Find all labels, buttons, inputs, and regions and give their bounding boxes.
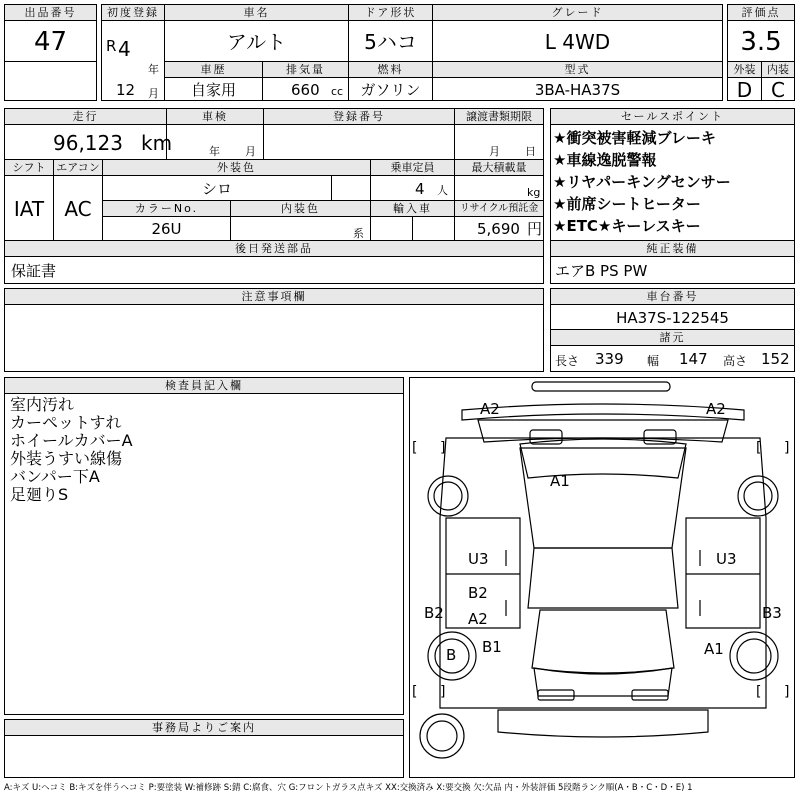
- history-header: 車歴: [164, 61, 263, 78]
- capacity-unit: 人: [437, 184, 448, 197]
- score-value: 3.5: [727, 20, 795, 62]
- year-value: 4: [118, 37, 131, 61]
- standard-equip-header: 純正装備: [550, 240, 795, 257]
- year-suffix: 年: [148, 63, 159, 76]
- mileage-value: 96,123: [53, 131, 123, 155]
- displacement-header: 排気量: [262, 61, 349, 78]
- lot-no-header: 出品番号: [4, 4, 97, 21]
- lot-no-blank: [4, 61, 97, 101]
- damage-mark: U3: [468, 550, 489, 568]
- car-name-value: アルト: [164, 20, 349, 62]
- era-value: R: [106, 37, 117, 55]
- shift-header: シフト: [4, 159, 54, 176]
- recycle-header: リサイクル預託金: [454, 200, 544, 217]
- caution-header: 注意事項欄: [4, 288, 544, 305]
- inspector-note: カーペットすれ: [10, 413, 122, 432]
- displacement-cell: [262, 77, 349, 101]
- int-color-suffix: 系: [353, 227, 364, 240]
- color-no-header: カラーNo.: [102, 200, 231, 217]
- aircon-value: AC: [53, 175, 103, 241]
- capacity-value: 4: [415, 180, 425, 198]
- damage-mark: A1: [704, 640, 724, 658]
- diagram-bracket-left-top: [: [412, 440, 418, 456]
- recycle-cell: [454, 216, 544, 241]
- office-box: [4, 735, 404, 778]
- caution-box: [4, 304, 544, 372]
- import-value-b: [412, 216, 455, 241]
- later-parts-value: 保証書: [4, 256, 544, 284]
- damage-mark: B1: [482, 638, 502, 656]
- door-value: 5ハコ: [348, 20, 433, 62]
- load-unit: kg: [527, 186, 541, 199]
- damage-mark: B: [446, 646, 457, 664]
- later-parts-header: 後日発送部品: [4, 240, 544, 257]
- exterior-grade-value: D: [727, 77, 762, 101]
- sales-points-box: [550, 124, 795, 241]
- legend-footer: A:キズ U:ヘコミ B:キズを伴うヘコミ P:要塗装 W:補修跡 S:錆 C:腐食、穴 G:フロントガラス点キズ XX:交換済み X:要交換 欠:欠品 内・外装評価 5段階ランク順(A・B・C・D・E) 1: [4, 783, 693, 793]
- int-color-cell: [230, 216, 371, 241]
- diagram-bracket-left-bot-close: ]: [440, 684, 446, 700]
- specs-header: 諸元: [550, 329, 795, 346]
- reg-no-value: [263, 124, 455, 160]
- interior-grade-header: 内装: [761, 61, 795, 78]
- color-no-value: 26U: [102, 216, 231, 241]
- diagram-bracket-right-top-close: ]: [784, 440, 790, 456]
- import-value-a: [370, 216, 413, 241]
- width-label: 幅: [647, 354, 660, 368]
- diagram-bracket-left-bot: [: [412, 684, 418, 700]
- first-reg-cell: [101, 20, 165, 101]
- chassis-header: 車台番号: [550, 288, 795, 305]
- displacement-unit: cc: [331, 85, 344, 98]
- displacement-value: 660: [291, 81, 320, 99]
- sales-point-item: ★車線逸脱警報: [553, 151, 657, 169]
- inspection-header: 車検: [166, 108, 264, 125]
- ext-color-extra: [331, 175, 371, 201]
- damage-mark: A1: [550, 472, 570, 490]
- ext-color-value: シロ: [102, 175, 332, 201]
- shift-value: IAT: [4, 175, 54, 241]
- model-value: 3BA-HA37S: [432, 77, 723, 101]
- length-value: 339: [595, 350, 624, 368]
- lot-no-value: 47: [4, 20, 97, 62]
- interior-grade-value: C: [761, 77, 795, 101]
- transfer-docs-header: 譲渡書類期限: [454, 108, 544, 125]
- inspector-note: ホイールカバーA: [10, 431, 133, 450]
- diagram-bracket-right-bot-close: ]: [784, 684, 790, 700]
- diagram-bracket-left-top-close: ]: [440, 440, 446, 456]
- width-value: 147: [679, 350, 708, 368]
- docs-month-suffix: 月: [489, 145, 500, 158]
- import-header: 輸入車: [370, 200, 455, 217]
- inspector-note: 足廻りS: [10, 485, 69, 504]
- mileage-cell: [4, 124, 173, 160]
- score-header: 評価点: [727, 4, 795, 21]
- diagram-bracket-right-top: [: [756, 440, 762, 456]
- car-outline-svg: [410, 378, 796, 779]
- specs-cell: [550, 345, 795, 372]
- grade-header: グレード: [432, 4, 723, 21]
- exterior-grade-header: 外装: [727, 61, 762, 78]
- car-name-header: 車名: [164, 4, 349, 21]
- office-header: 事務局よりご案内: [4, 719, 404, 736]
- inspection-cell: [166, 124, 264, 160]
- damage-mark: U3: [716, 550, 737, 568]
- damage-diagram: [409, 377, 795, 778]
- month-suffix: 月: [148, 87, 159, 100]
- sales-point-item: ★衝突被害軽減ブレーキ: [553, 129, 716, 147]
- damage-mark: B2: [468, 584, 488, 602]
- sales-point-item: ★リヤパーキングセンサー: [553, 173, 731, 191]
- insp-year-suffix: 年: [209, 145, 220, 158]
- damage-mark: A2: [480, 400, 500, 418]
- mileage-header: 走行: [4, 108, 167, 125]
- damage-mark: B3: [762, 604, 782, 622]
- inspector-note: バンパー下A: [10, 467, 100, 486]
- length-label: 長さ: [555, 354, 580, 368]
- model-header: 型式: [432, 61, 723, 78]
- aircon-header: エアコン: [53, 159, 103, 176]
- insp-month-suffix: 月: [245, 145, 256, 158]
- inspector-header: 検査員記入欄: [4, 377, 404, 394]
- damage-mark: A2: [706, 400, 726, 418]
- max-load-header: 最大積載量: [454, 159, 544, 176]
- sales-point-item: ★前席シートヒーター: [553, 195, 701, 213]
- inspector-notes: [4, 393, 404, 715]
- height-value: 152: [761, 350, 790, 368]
- fuel-header: 燃料: [348, 61, 433, 78]
- history-value: 自家用: [164, 77, 263, 101]
- recycle-value: 5,690: [477, 220, 520, 238]
- damage-mark: B2: [424, 604, 444, 622]
- mileage-unit: km: [141, 131, 173, 155]
- max-load-cell: [454, 175, 544, 201]
- capacity-header: 乗車定員: [370, 159, 455, 176]
- first-reg-header: 初度登録: [101, 4, 165, 21]
- diagram-bracket-right-bot: [: [756, 684, 762, 700]
- chassis-value: HA37S-122545: [550, 304, 795, 330]
- damage-mark: A2: [468, 610, 488, 628]
- sales-point-item: ★ETC★キーレスキー: [553, 217, 701, 235]
- int-color-header: 内装色: [230, 200, 371, 217]
- grade-value: L 4WD: [432, 20, 723, 62]
- height-label: 高さ: [723, 354, 748, 368]
- inspector-note: 室内汚れ: [10, 395, 75, 414]
- standard-equip-value: エアB PS PW: [550, 256, 795, 284]
- fuel-value: ガソリン: [348, 77, 433, 101]
- ext-color-header: 外装色: [102, 159, 371, 176]
- reg-no-header: 登録番号: [263, 108, 455, 125]
- inspector-note: 外装うすい線傷: [10, 449, 123, 468]
- capacity-cell: [370, 175, 455, 201]
- month-value: 12: [116, 81, 136, 99]
- docs-day-suffix: 日: [525, 145, 536, 158]
- sales-points-header: セールスポイント: [550, 108, 795, 125]
- transfer-docs-cell: [454, 124, 544, 160]
- recycle-unit: 円: [527, 220, 543, 238]
- door-header: ドア形状: [348, 4, 433, 21]
